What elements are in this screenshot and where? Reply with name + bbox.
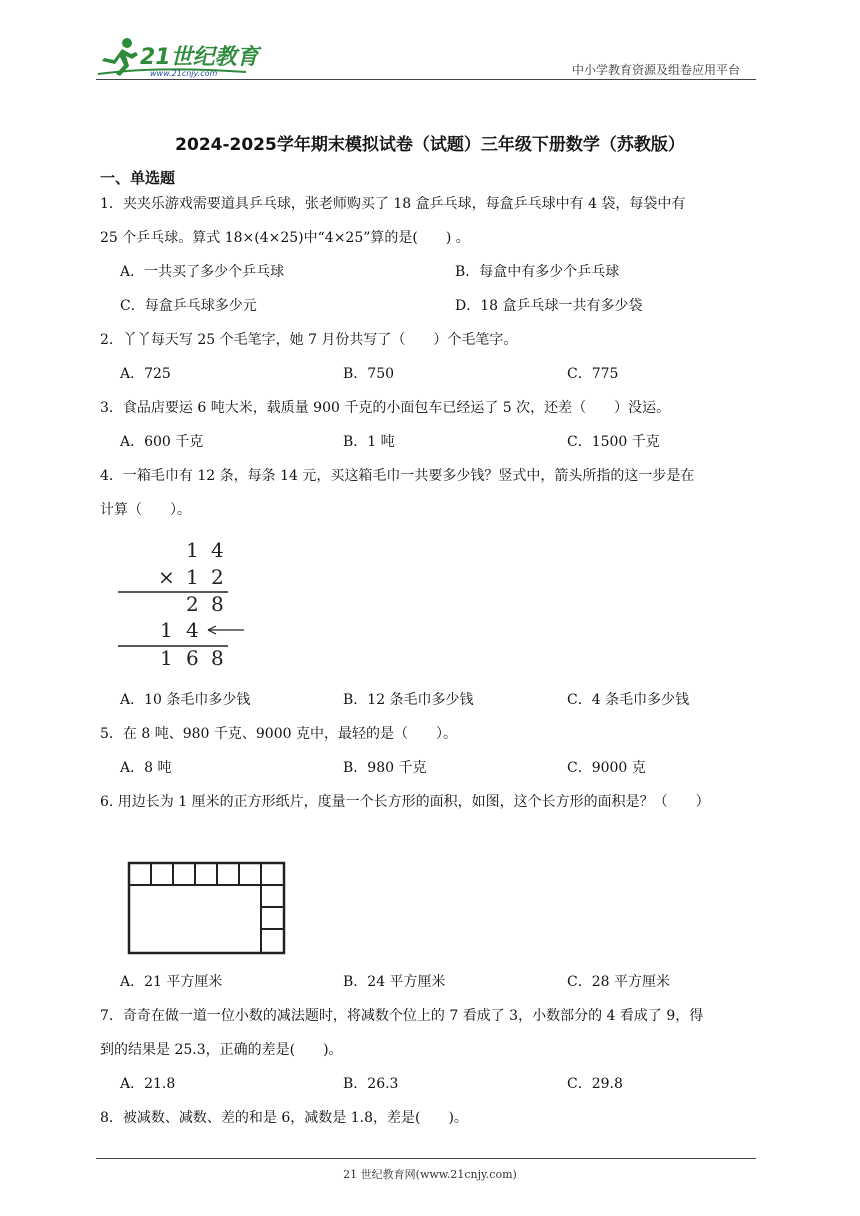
logo-text: 21世纪教育 <box>140 45 259 70</box>
vertical-multiplication-figure <box>110 533 260 673</box>
question-5-option-c: C．9000 克 <box>567 760 646 776</box>
question-2-option-b: B．750 <box>343 366 395 382</box>
question-5-option-a: A．8 吨 <box>120 760 172 776</box>
question-7-option-a: A．21.8 <box>120 1076 176 1092</box>
digit: 2 <box>211 565 224 589</box>
question-5-option-b: B．980 千克 <box>343 760 427 776</box>
digit: 6 <box>186 646 199 670</box>
brand-tagline: 中小学教育资源及组卷应用平台 <box>572 63 741 77</box>
question-1-line-1: 1．夹夹乐游戏需要道具乒乓球，张老师购买了 18 盒乒乓球，每盒乒乓球中有 4 袋，每袋中有 <box>100 196 686 212</box>
rectangle-area-figure <box>126 860 288 956</box>
question-3-line-1: 3．食品店要运 6 吨大米，载质量 900 千克的小面包车已经运了 5 次，还差（ ）没运。 <box>100 400 671 416</box>
question-1-option-c: C．每盒乒乓球多少元 <box>120 298 257 314</box>
question-3-option-c: C．1500 千克 <box>567 434 660 450</box>
header-divider <box>96 79 756 80</box>
digit: 8 <box>211 646 224 670</box>
question-4-line-1: 4．一箱毛巾有 12 条，每条 14 元，买这箱毛巾一共要多少钱？竖式中，箭头所指的这一步是在 <box>100 468 695 484</box>
digit: 1 <box>160 618 173 642</box>
question-3-option-a: A．600 千克 <box>120 434 204 450</box>
logo-url: www.21cnjy.com <box>150 69 218 78</box>
site-logo <box>96 36 266 80</box>
question-2-line-1: 2．丫丫每天写 25 个毛笔字，她 7 月份共写了（ ）个毛笔字。 <box>100 332 518 348</box>
digit: 1 <box>186 565 199 589</box>
page-title: 2024-2025学年期末模拟试卷（试题）三年级下册数学（苏教版） <box>175 135 685 155</box>
question-4-option-a: A．10 条毛巾多少钱 <box>120 692 251 708</box>
question-6-line-1: 6. 用边长为 1 厘米的正方形纸片，度量一个长方形的面积，如图，这个长方形的面积是？（ ） <box>100 794 710 810</box>
footer-text: 21 世纪教育网(www.21cnjy.com) <box>343 1168 517 1181</box>
footer-divider <box>96 1158 756 1159</box>
digit: 1 <box>186 538 199 562</box>
digit: 4 <box>211 538 224 562</box>
question-8-line-1: 8．被减数、减数、差的和是 6，减数是 1.8，差是( )。 <box>100 1110 468 1126</box>
digit: 1 <box>160 646 173 670</box>
digit: 8 <box>211 592 224 616</box>
question-1-option-d: D．18 盒乒乓球一共有多少袋 <box>455 298 643 314</box>
times-sign: × <box>158 565 175 589</box>
question-1-line-2: 25 个乒乓球。算式 18×(4×25)中“4×25”算的是( ) 。 <box>100 230 470 246</box>
question-1-option-b: B．每盒中有多少个乒乓球 <box>455 264 620 280</box>
question-1-option-a: A．一共买了多少个乒乓球 <box>120 264 285 280</box>
question-4-option-b: B．12 条毛巾多少钱 <box>343 692 474 708</box>
digit: 4 <box>186 618 199 642</box>
unit-squares <box>129 863 284 953</box>
question-6-option-c: C．28 平方厘米 <box>567 974 670 990</box>
question-4-line-2: 计算（ ）。 <box>100 502 191 518</box>
question-4-option-c: C．4 条毛巾多少钱 <box>567 692 690 708</box>
question-5-line-1: 5．在 8 吨、980 千克、9000 克中，最轻的是（ ）。 <box>100 726 457 742</box>
runner-logo-icon <box>96 36 266 80</box>
question-6-option-a: A．21 平方厘米 <box>120 974 223 990</box>
question-7-option-c: C．29.8 <box>567 1076 623 1092</box>
question-7-line-1: 7．奇奇在做一道一位小数的减法题时，将减数个位上的 7 看成了 3，小数部分的 4 看成了 9，得 <box>100 1008 704 1024</box>
question-3-option-b: B．1 吨 <box>343 434 395 450</box>
question-2-option-a: A．725 <box>120 366 171 382</box>
section-heading: 一、单选题 <box>100 169 176 187</box>
question-7-line-2: 到的结果是 25.3，正确的差是( )。 <box>100 1042 343 1058</box>
question-6-option-b: B．24 平方厘米 <box>343 974 446 990</box>
question-2-option-c: C．775 <box>567 366 619 382</box>
digit: 2 <box>186 592 199 616</box>
question-7-option-b: B．26.3 <box>343 1076 399 1092</box>
